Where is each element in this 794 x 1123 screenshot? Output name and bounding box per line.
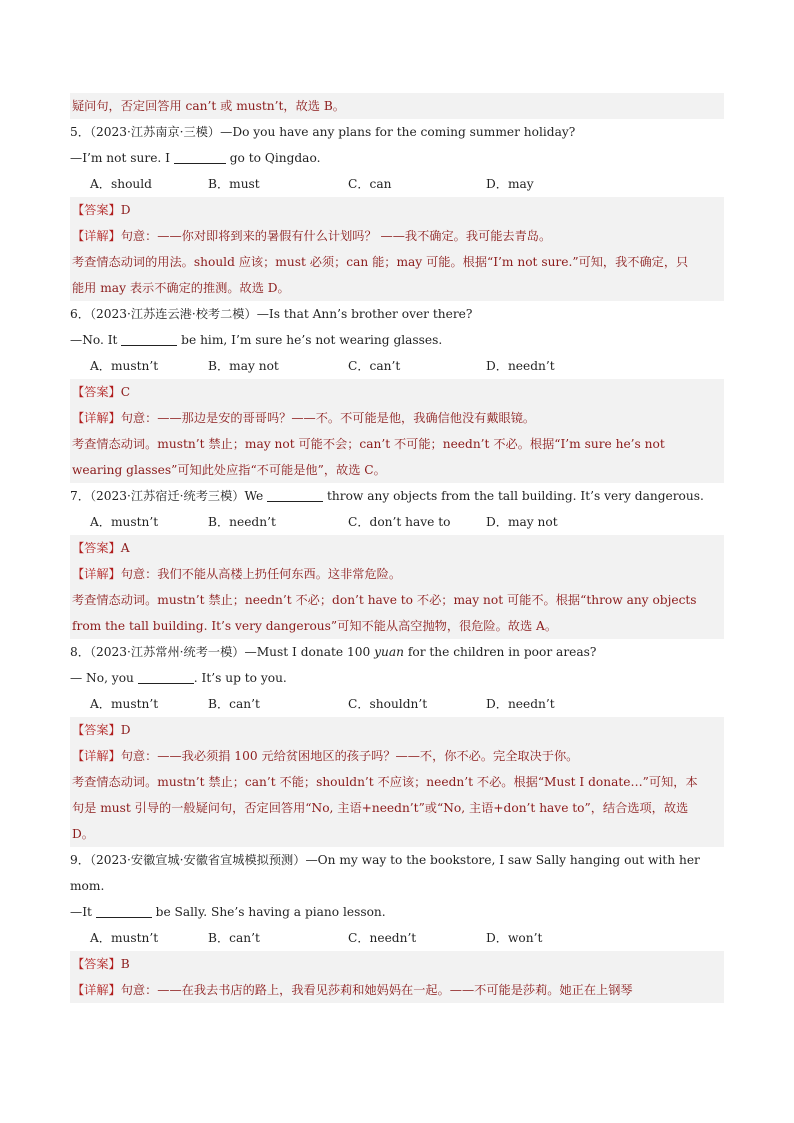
detail-tag: 【详解】	[72, 567, 121, 581]
question-number: 6．	[70, 307, 90, 321]
answer-blank	[267, 487, 323, 502]
answer-letter: C	[120, 385, 131, 399]
question-6-answer	[70, 379, 724, 405]
answer-tag: 【答案】	[72, 723, 121, 737]
answer-letter: D	[120, 723, 131, 737]
option-b: B．may not	[208, 359, 279, 373]
option-b: B．can’t	[208, 931, 260, 945]
option-c: C．can’t	[348, 359, 401, 373]
question-9-answer	[70, 951, 724, 977]
question-9-stem-cont: mom.	[70, 879, 105, 893]
option-a: A．mustn’t	[90, 931, 159, 945]
question-source: （2023·安徽宣城·安徽省宣城模拟预测）	[89, 853, 306, 867]
option-b: B．must	[208, 177, 260, 191]
question-9-stem: 9．（2023·安徽宣城·安徽省宣城模拟预测）—On my way to the bookstore, I saw Sally hanging out with her	[70, 853, 700, 867]
answer-blank	[138, 669, 194, 684]
answer-tag: 【答案】	[72, 957, 121, 971]
question-source: （2023·江苏宿迁·统考三模）	[89, 489, 245, 503]
question-9-reply: —It be Sally. She’s having a piano lesson.	[70, 905, 386, 919]
option-b: B．needn’t	[208, 515, 276, 529]
question-8-options	[70, 691, 724, 717]
detail-tag: 【详解】	[72, 983, 121, 997]
option-d: D．needn’t	[486, 697, 555, 711]
option-a: A．mustn’t	[90, 515, 159, 529]
question-5-explanation: 【详解】句意：——你对即将到来的暑假有什么计划吗？ ——我不确定。我可能去青岛。 考查情态动词的用法。should 应该；must 必须；can 能；may 可能。根据“I’m not sure.”可知，我不确定，只 能用 may 表示不确定的推测。故选 D。	[70, 223, 724, 301]
question-6-options	[70, 353, 724, 379]
option-a: A．should	[90, 177, 152, 191]
answer-tag: 【答案】	[72, 385, 121, 399]
answer-letter: A	[120, 541, 130, 555]
detail-tag: 【详解】	[72, 749, 121, 763]
question-5-stem: 5．（2023·江苏南京·三模）—Do you have any plans for the coming summer holiday?	[70, 125, 576, 139]
option-d: D．won’t	[486, 931, 543, 945]
question-9-explanation: 【详解】句意：——在我去书店的路上，我看见莎莉和她妈妈在一起。——不可能是莎莉。她正在上钢琴	[70, 977, 724, 1003]
question-8-reply: — No, you . It’s up to you.	[70, 671, 287, 685]
question-8-answer	[70, 717, 724, 743]
question-7-explanation: 【详解】句意：我们不能从高楼上扔任何东西。这非常危险。 考查情态动词。mustn’t 禁止；needn’t 不必；don’t have to 不必；may not 可能不。根据“throw any objects from the tall building. It’s very dangerous”可知不能从高空抛物，很危险。故选 A。	[70, 561, 724, 639]
answer-blank	[174, 149, 226, 164]
option-c: C．don’t have to	[348, 515, 451, 529]
detail-tag: 【详解】	[72, 229, 121, 243]
answer-blank	[96, 903, 152, 918]
answer-blank	[121, 331, 177, 346]
option-d: D．needn’t	[486, 359, 555, 373]
answer-letter: D	[120, 203, 131, 217]
question-number: 5．	[70, 125, 90, 139]
question-5-options	[70, 171, 724, 197]
question-5-reply: —I’m not sure. I go to Qingdao.	[70, 151, 321, 165]
question-7-stem: 7．（2023·江苏宿迁·统考三模）We throw any objects from the tall building. It’s very dangerous.	[70, 489, 704, 503]
answer-tag: 【答案】	[72, 541, 121, 555]
answer-tag: 【答案】	[72, 203, 121, 217]
question-6-reply: —No. It be him, I’m sure he’s not wearing glasses.	[70, 333, 443, 347]
question-6-stem: 6．（2023·江苏连云港·校考二模）—Is that Ann’s brother over there?	[70, 307, 473, 321]
question-source: （2023·江苏南京·三模）	[89, 125, 221, 139]
detail-tag: 【详解】	[72, 411, 121, 425]
question-number: 7．	[70, 489, 90, 503]
option-c: C．shouldn’t	[348, 697, 428, 711]
option-a: A．mustn’t	[90, 359, 159, 373]
option-d: D．may not	[486, 515, 558, 529]
question-number: 8．	[70, 645, 90, 659]
answer-letter: B	[120, 957, 130, 971]
page-content	[70, 93, 724, 1003]
option-b: B．can’t	[208, 697, 260, 711]
question-source: （2023·江苏连云港·校考二模）	[89, 307, 257, 321]
previous-explanation-tail: 疑问句，否定回答用 can’t 或 mustn’t，故选 B。	[70, 93, 724, 119]
option-c: C．can	[348, 177, 392, 191]
question-number: 9．	[70, 853, 90, 867]
question-5-answer	[70, 197, 724, 223]
option-a: A．mustn’t	[90, 697, 159, 711]
question-8-stem: 8．（2023·江苏常州·统考一模）—Must I donate 100 yuan for the children in poor areas?	[70, 645, 597, 659]
question-9-options	[70, 925, 724, 951]
option-c: C．needn’t	[348, 931, 417, 945]
question-source: （2023·江苏常州·统考一模）	[89, 645, 245, 659]
option-d: D．may	[486, 177, 534, 191]
question-7-answer	[70, 535, 724, 561]
question-6-explanation: 【详解】句意：——那边是安的哥哥吗？——不。不可能是他，我确信他没有戴眼镜。 考查情态动词。mustn’t 禁止；may not 可能不会；can’t 不可能；needn’t 不必。根据“I’m sure he’s not wearing glasses”可知此处应指“不可能是他”，故选 C。	[70, 405, 724, 483]
question-8-explanation: 【详解】句意：——我必须捐 100 元给贫困地区的孩子吗？——不，你不必。完全取决于你。 考查情态动词。mustn’t 禁止；can’t 不能；shouldn’t 不应该；needn’t 不必。根据“Must I donate…”可知，本 句是 must 引导的一般疑问句，否定回答用“No, 主语+needn’t”或“No, 主语+don’t have to”，结合选项，故选 D。	[70, 743, 724, 847]
question-7-options	[70, 509, 724, 535]
